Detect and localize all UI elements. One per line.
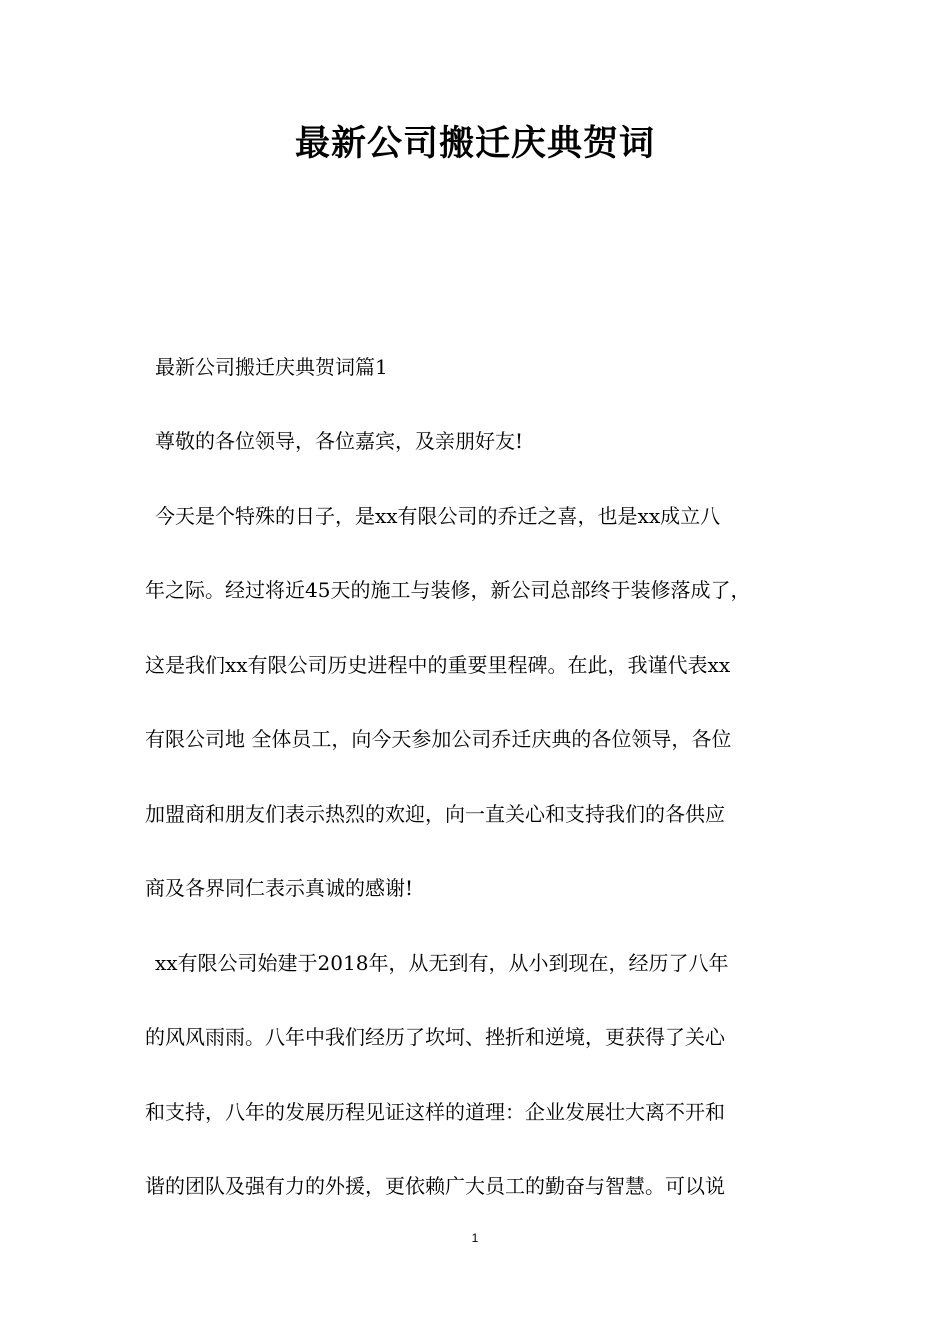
paragraph-line: 谐的团队及强有力的外援，更依赖广大员工的勤奋与智慧。可以说 (145, 1174, 725, 1198)
paragraph-line: 年之际。经过将近45天的施工与装修，新公司总部终于装修落成了， (145, 578, 751, 602)
paragraph-line: 商及各界同仁表示真诚的感谢! (145, 876, 414, 900)
paragraph-line: 的风风雨雨。八年中我们经历了坎坷、挫折和逆境，更获得了关心 (145, 1025, 725, 1049)
paragraph-line: 这是我们xx有限公司历史进程中的重要里程碑。在此，我谨代表xx (145, 653, 731, 677)
section-heading: 最新公司搬迁庆典贺词篇1 (155, 355, 388, 379)
paragraph-line: xx有限公司始建于2018年，从无到有，从小到现在，经历了八年 (155, 951, 729, 975)
paragraph-line: 有限公司地 全体员工，向今天参加公司乔迁庆典的各位领导，各位 (145, 727, 732, 751)
paragraph-line: 今天是个特殊的日子，是xx有限公司的乔迁之喜，也是xx成立八 (155, 504, 721, 528)
page-number: 1 (471, 1231, 479, 1245)
document-title: 最新公司搬迁庆典贺词 (294, 124, 655, 164)
paragraph-line: 加盟商和朋友们表示热烈的欢迎，向一直关心和支持我们的各供应 (145, 802, 725, 826)
paragraph-line: 和支持，八年的发展历程见证这样的道理：企业发展壮大离不开和 (145, 1100, 725, 1124)
paragraph-line: 尊敬的各位领导，各位嘉宾，及亲朋好友! (155, 429, 524, 453)
